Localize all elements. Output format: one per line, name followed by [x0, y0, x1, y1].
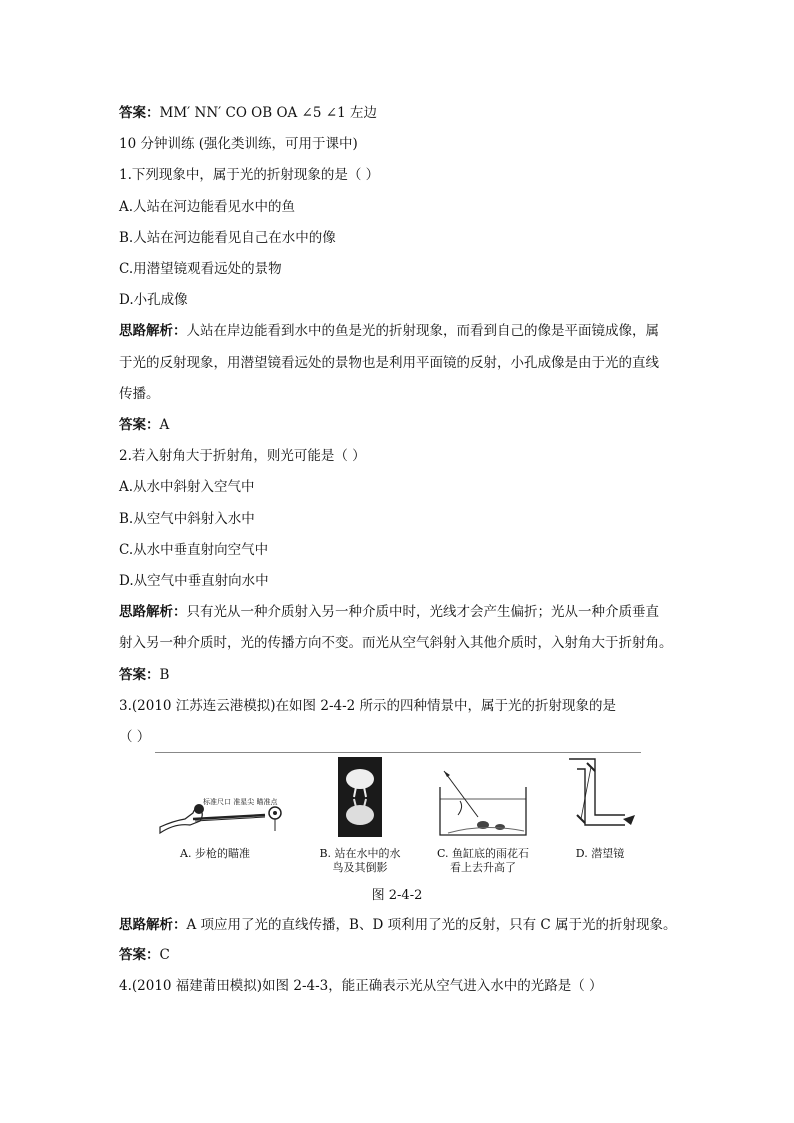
line-text: 4.(2010 福建莆田模拟)如图 2-4-3，能正确表示光从空气进入水中的光路是（ ） — [119, 978, 603, 994]
text-line — [119, 603, 679, 621]
line-text: 只有光从一种介质射入另一种介质中时，光线才会产生偏折；光从一种介质垂直 — [186, 604, 659, 620]
text-line — [119, 166, 679, 184]
text-line — [119, 229, 679, 247]
text-line — [119, 728, 679, 746]
text-line — [119, 634, 679, 652]
line-text: A.人站在河边能看见水中的鱼 — [119, 199, 296, 215]
caption-d — [555, 847, 645, 861]
text-line — [119, 260, 679, 278]
line-text: A — [159, 417, 170, 433]
text-line — [119, 104, 679, 122]
caption-b-line2: 鸟及其倒影 — [332, 861, 388, 874]
text-line — [119, 697, 679, 715]
text-line — [119, 416, 679, 434]
line-label: 思路解析： — [119, 917, 187, 933]
figure-2-4-2 — [155, 752, 641, 874]
line-text: 10 分钟训练 (强化类训练，可用于课中) — [119, 136, 358, 152]
line-text: B.从空气中斜射入水中 — [119, 511, 255, 527]
caption-b — [305, 847, 415, 875]
caption-b-line1: B. 站在水中的水 — [319, 847, 401, 860]
line-text: 人站在岸边能看到水中的鱼是光的折射现象，而看到自己的像是平面镜成像，属 — [186, 323, 659, 339]
line-text: 于光的反射现象，用潜望镜看远处的景物也是利用平面镜的反射，小孔成像是由于光的直线 — [119, 355, 659, 371]
line-text: B — [159, 667, 170, 683]
text-line — [119, 946, 679, 964]
line-label: 思路解析： — [119, 604, 187, 620]
text-line — [119, 977, 679, 995]
gun-tag: 标准尺口 准星尖 瞄准点 — [203, 798, 278, 806]
line-text: C.从水中垂直射向空气中 — [119, 542, 269, 558]
caption-c-line2: 看上去升高了 — [450, 861, 516, 874]
figure-title: 图 2-4-2 — [371, 888, 423, 903]
line-text: D.从空气中垂直射向水中 — [119, 573, 269, 589]
fish-tank-illustration — [438, 767, 528, 837]
text-line — [119, 385, 679, 403]
line-text: MM′ NN′ CO OB OA ∠5 ∠1 左边 — [159, 105, 377, 121]
line-label: 答案： — [119, 105, 160, 121]
text-line — [119, 572, 679, 590]
text-line — [119, 354, 679, 372]
line-text: A 项应用了光的直线传播，B、D 项利用了光的反射，只有 C 属于光的折射现象。 — [186, 917, 677, 933]
line-text: 2.若入射角大于折射角，则光可能是（ ） — [119, 448, 366, 464]
caption-d-line1: D. 潜望镜 — [575, 847, 625, 860]
text-line — [119, 291, 679, 309]
text-line — [119, 666, 679, 684]
line-text: D.小孔成像 — [119, 292, 188, 308]
text-line — [119, 135, 679, 153]
line-text: 1.下列现象中，属于光的折射现象的是（ ） — [119, 167, 380, 183]
text-line — [119, 510, 679, 528]
caption-a — [165, 847, 265, 861]
line-text: （ ） — [119, 729, 151, 745]
line-label: 答案： — [119, 667, 160, 683]
periscope-illustration — [565, 755, 641, 839]
line-text: 传播。 — [119, 386, 160, 402]
rifle-aiming-illustration — [155, 783, 285, 843]
caption-a-line1: A. 步枪的瞄准 — [180, 847, 250, 860]
line-text: B.人站在河边能看见自己在水中的像 — [119, 230, 336, 246]
caption-c — [423, 847, 543, 875]
text-line — [119, 198, 679, 216]
text-line — [119, 447, 679, 465]
text-line — [119, 541, 679, 559]
text-line — [119, 478, 679, 496]
bird-reflection-illustration — [338, 757, 382, 837]
line-label: 答案： — [119, 417, 160, 433]
caption-c-line1: C. 鱼缸底的雨花石 — [436, 847, 530, 860]
text-line — [119, 322, 679, 340]
text-line — [119, 916, 679, 934]
line-text: A.从水中斜射入空气中 — [119, 479, 255, 495]
line-label: 答案： — [119, 947, 160, 963]
line-text: 射入另一种介质时，光的传播方向不变。而光从空气斜射入其他介质时，入射角大于折射角。 — [119, 635, 673, 651]
line-text: C.用潜望镜观看远处的景物 — [119, 261, 282, 277]
line-text: C — [159, 947, 170, 963]
line-label: 思路解析： — [119, 323, 187, 339]
line-text: 3.(2010 江苏连云港模拟)在如图 2-4-2 所示的四种情景中，属于光的折射现象的是 — [119, 698, 617, 714]
